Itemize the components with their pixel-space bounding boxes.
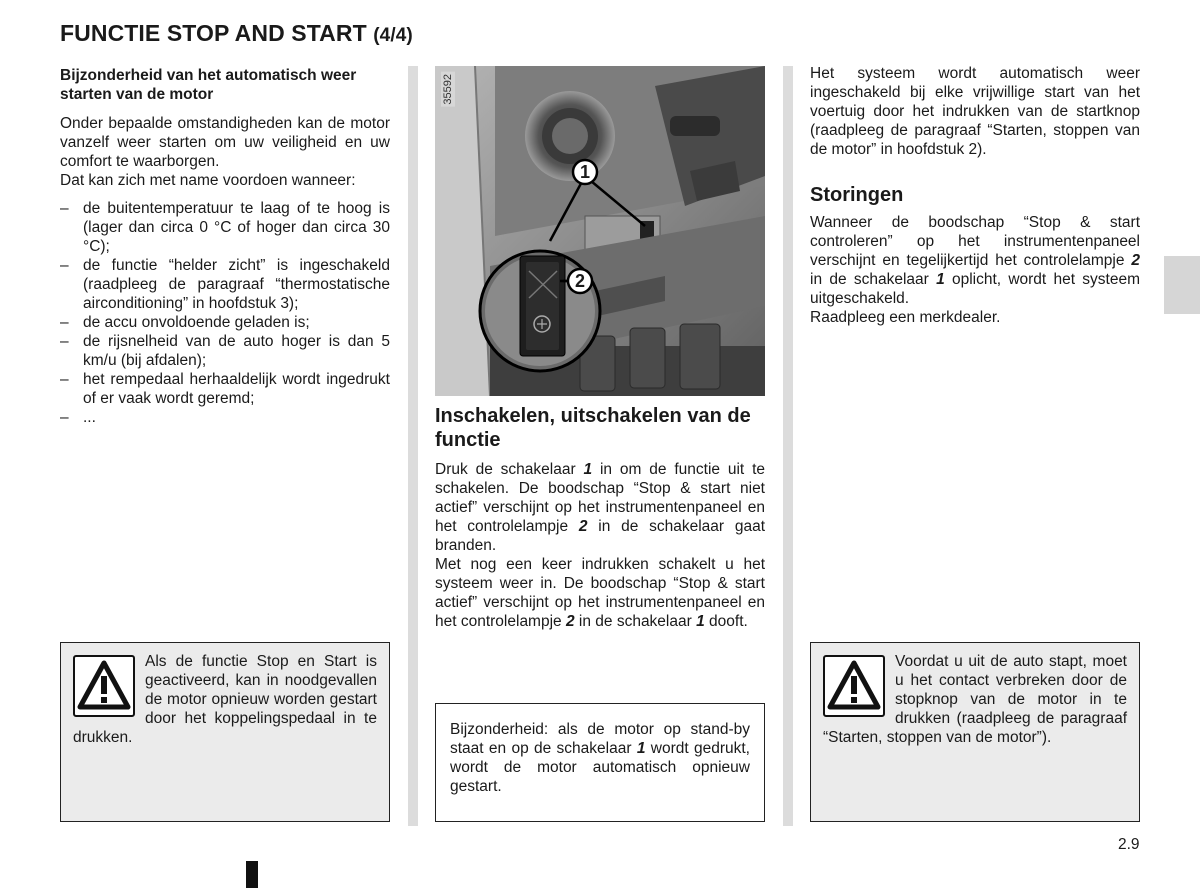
- middle-para-2: [435, 555, 765, 631]
- warning-box-left: [60, 642, 390, 822]
- text-run: in om de functie uit te schakelen. De boodschap “Stop & start niet actief” verschijnt op het instrumentenpaneel en het controlelampje: [435, 461, 766, 535]
- title-main: FUNCTIE STOP AND START: [60, 20, 367, 46]
- text-run: wordt gedrukt, wordt de motor automatisch opnieuw gestart.: [450, 740, 750, 795]
- left-column: [60, 66, 390, 427]
- ref-number: 2: [565, 613, 575, 630]
- photo-reference-number: 35592: [442, 74, 454, 105]
- text-run: Met nog een keer indrukken schakelt u het systeem weer in. De boodschap “Stop & start actief” verschijnt op het instrumentenpaneel en het controlelampje: [435, 556, 765, 630]
- text-run: Druk de schakelaar: [435, 461, 584, 478]
- ref-number: 1: [583, 461, 593, 478]
- list-item: – het rempedaal herhaaldelijk wordt ingedrukt of er vaak wordt geremd;: [60, 370, 390, 408]
- text-run: dooft.: [704, 613, 748, 630]
- warning-text-left: Als de functie Stop en Start is geactiveerd, kan in noodgevallen de motor opnieuw worden gestart door het koppelingspedaal in te drukken.: [73, 653, 377, 746]
- middle-heading: Inschakelen, uitschakelen van de functie: [435, 405, 751, 451]
- list-item: – de accu onvoldoende geladen is;: [60, 313, 390, 332]
- crop-mark: [246, 861, 258, 888]
- column-divider-right: [783, 66, 793, 826]
- ref-number: 1: [696, 613, 705, 630]
- dashboard-photo: [435, 66, 765, 396]
- page-number: 2.9: [1118, 836, 1140, 853]
- ref-number: 1: [936, 271, 945, 288]
- list-item: – de rijsnelheid van de auto hoger is dan 5 km/u (bij afdalen);: [60, 332, 390, 370]
- page-title: [60, 20, 413, 47]
- right-para: [810, 213, 1140, 308]
- text-run: in de schakelaar: [574, 613, 697, 630]
- list-item: – de functie “helder zicht” is ingeschakeld (raadpleeg de paragraaf “thermostatische airconditioning” in hoofdstuk 3);: [60, 256, 390, 313]
- callout-1: 1: [579, 162, 590, 182]
- column-divider-left: [408, 66, 418, 826]
- warning-triangle-icon: [823, 655, 885, 717]
- right-column: [810, 64, 1140, 327]
- ref-number: 1: [636, 740, 646, 757]
- title-sub: (4/4): [373, 25, 413, 46]
- text-run: oplicht, wordt het systeem uitgeschakeld.: [810, 271, 1141, 307]
- right-intro: Het systeem wordt automatisch weer ingeschakeld bij elke vrijwillige start van het voertuig door het indrukken van de startknop (raadpleeg de paragraaf “Starten, stoppen van de motor” in hoofdstuk 2).: [810, 65, 1140, 158]
- text-run: Wanneer de boodschap “Stop & start controleren” op het instrumentenpaneel verschijnt en tegelijkertijd het controlelampje: [810, 214, 1140, 269]
- list-item: – ...: [60, 408, 390, 427]
- condition-list: [60, 199, 390, 427]
- right-para-2: Raadpleeg een merkdealer.: [810, 309, 1001, 326]
- text-run: in de schakelaar gaat branden.: [435, 518, 766, 554]
- middle-para-1: [435, 460, 765, 555]
- note-box: [435, 703, 765, 822]
- ref-number: 2: [578, 518, 588, 535]
- warning-triangle-icon: [73, 655, 135, 717]
- list-item: – de buitentemperatuur te laag of te hoog is (lager dan circa 0 °C of hoger dan circa 30 °C);: [60, 199, 390, 256]
- warning-box-right: [810, 642, 1140, 822]
- left-heading: Bijzonderheid van het automatisch weer starten van de motor: [60, 67, 357, 103]
- ref-number: 2: [1131, 252, 1140, 269]
- chapter-tab: [1164, 256, 1200, 314]
- right-heading: Storingen: [810, 184, 904, 206]
- warning-text-right: Voordat u uit de auto stapt, moet u het contact verbreken door de stopknop van de motor in te drukken (raadpleeg de paragraaf “Starten, stoppen van de motor”).: [823, 653, 1127, 746]
- left-intro2: Dat kan zich met name voordoen wanneer:: [60, 172, 356, 189]
- text-run: Bijzonderheid: als de motor op stand-by staat en op de schakelaar: [450, 721, 750, 757]
- left-intro: Onder bepaalde omstandigheden kan de motor vanzelf weer starten om uw veiligheid en uw comfort te waarborgen.: [60, 115, 390, 170]
- callout-2: 2: [574, 271, 585, 291]
- text-run: in de schakelaar: [810, 271, 937, 288]
- middle-column: [435, 404, 765, 631]
